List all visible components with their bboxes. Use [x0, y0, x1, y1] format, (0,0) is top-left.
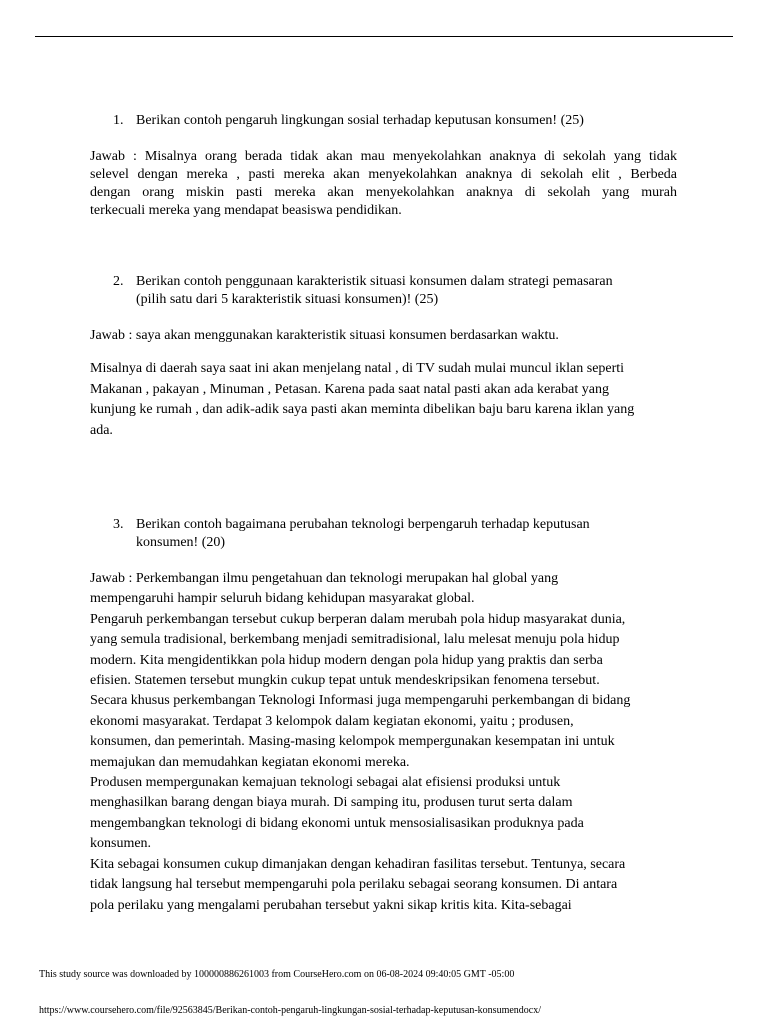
- answer-3: [90, 569, 677, 916]
- question-number: 1.: [113, 113, 124, 128]
- answer-line: Pengaruh perkembangan tersebut cukup berperan dalam merubah pola hidup masyarakat dunia,: [90, 611, 626, 627]
- question-line: (pilih satu dari 5 karakteristik situasi konsumen)! (25): [136, 292, 439, 307]
- answer-line: Jawab : Perkembangan ilmu pengetahuan dan teknologi merupakan hal global yang: [90, 571, 559, 586]
- answer-line: ada.: [90, 422, 113, 438]
- answer-line: konsumen.: [90, 836, 152, 852]
- question-text: [136, 516, 590, 552]
- top-rule: [35, 36, 733, 37]
- question-number: 2.: [113, 274, 124, 289]
- answer-line: Jawab : Misalnya orang berada tidak akan mau menyekolahkan anaknya di sekolah yang tidak: [90, 149, 677, 164]
- answer-line: yang semula tradisional, berkembang menjadi semitradisional, lalu melesat menuju pola hidup: [90, 632, 620, 648]
- answer-line: Makanan , pakayan , Minuman , Petasan. Karena pada saat natal pasti akan ada kerabat yang: [90, 381, 609, 397]
- answer-line: Produsen mempergunakan kemajuan teknologi sebagai alat efisiensi produksi untuk: [90, 775, 561, 791]
- answer-2-body: [90, 359, 677, 441]
- answer-line: pola perilaku yang mengalami perubahan tersebut yakni sikap kritis kita. Kita-sebagai: [90, 897, 572, 913]
- answer-line: konsumen, dan pemerintah. Masing-masing kelompok mempergunakan kesempatan ini untuk: [90, 734, 615, 750]
- question-text: [136, 112, 584, 130]
- answer-line: Kita sebagai konsumen cukup dimanjakan dengan kehadiran fasilitas tersebut. Tentunya, secara: [90, 856, 626, 872]
- answer-line: memajukan dan memudahkan kegiatan ekonomi mereka.: [90, 754, 410, 770]
- answer-line: mempengaruhi hampir seluruh bidang kehidupan masyarakat global.: [90, 591, 475, 607]
- answer-line: modern. Kita mengidentikkan pola hidup modern dengan pola hidup yang praktis dan serba: [90, 652, 603, 668]
- answer-line: Misalnya di daerah saya saat ini akan menjelang natal , di TV sudah mulai muncul iklan seperti: [90, 361, 625, 376]
- question-line: Berikan contoh pengaruh lingkungan sosial terhadap keputusan konsumen! (25): [136, 113, 584, 128]
- answer-line: Secara khusus perkembangan Teknologi Informasi juga mempengaruhi perkembangan di bidang: [90, 693, 631, 709]
- question-line: Berikan contoh bagaimana perubahan teknologi berpengaruh terhadap keputusan: [136, 517, 590, 532]
- answer-line: menghasilkan barang dengan biaya murah. Di samping itu, produsen turut serta dalam: [90, 795, 573, 811]
- source-url[interactable]: https://www.coursehero.com/file/92563845/Berikan-contoh-pengaruh-lingkungan-sosial-terhadap-keputusan-konsumendocx/: [39, 1005, 542, 1016]
- answer-line: terkecuali mereka yang mendapat beasiswa pendidikan.: [90, 203, 402, 218]
- answer-1: [90, 148, 677, 220]
- answer-line: dengan orang miskin pasti mereka akan menyekolahkan anaknya di sekolah yang murah: [90, 185, 677, 200]
- answer-line: kunjung ke rumah , dan adik-adik saya pasti akan meminta dibelikan baju baru karena iklan yang: [90, 402, 635, 417]
- answer-line: efisien. Statemen tersebut mungkin cukup tepat untuk mendeskripsikan fenomena tersebut.: [90, 673, 600, 689]
- answer-line: selevel dengan mereka , pasti mereka akan menyekolahkan anaknya di sekolah elit , Berbeda: [90, 167, 677, 182]
- answer-line: tidak langsung hal tersebut mempengaruhi pola perilaku sebagai seorang konsumen. Di antara: [90, 877, 618, 893]
- question-text: [136, 273, 613, 309]
- answer-2-intro: [90, 327, 677, 345]
- question-line: konsumen! (20): [136, 535, 226, 550]
- question-number: 3.: [113, 517, 124, 532]
- download-notice: This study source was downloaded by 100000886261003 from CourseHero.com on 06-08-2024 09:40:05 GMT -05:00: [39, 969, 515, 980]
- answer-line: Jawab : saya akan menggunakan karakteristik situasi konsumen berdasarkan waktu.: [90, 328, 559, 343]
- answer-line: mengembangkan teknologi di bidang ekonomi untuk mensosialisasikan produknya pada: [90, 815, 584, 831]
- answer-line: ekonomi masyarakat. Terdapat 3 kelompok dalam kegiatan ekonomi, yaitu ; produsen,: [90, 713, 574, 729]
- question-line: Berikan contoh penggunaan karakteristik situasi konsumen dalam strategi pemasaran: [136, 274, 613, 289]
